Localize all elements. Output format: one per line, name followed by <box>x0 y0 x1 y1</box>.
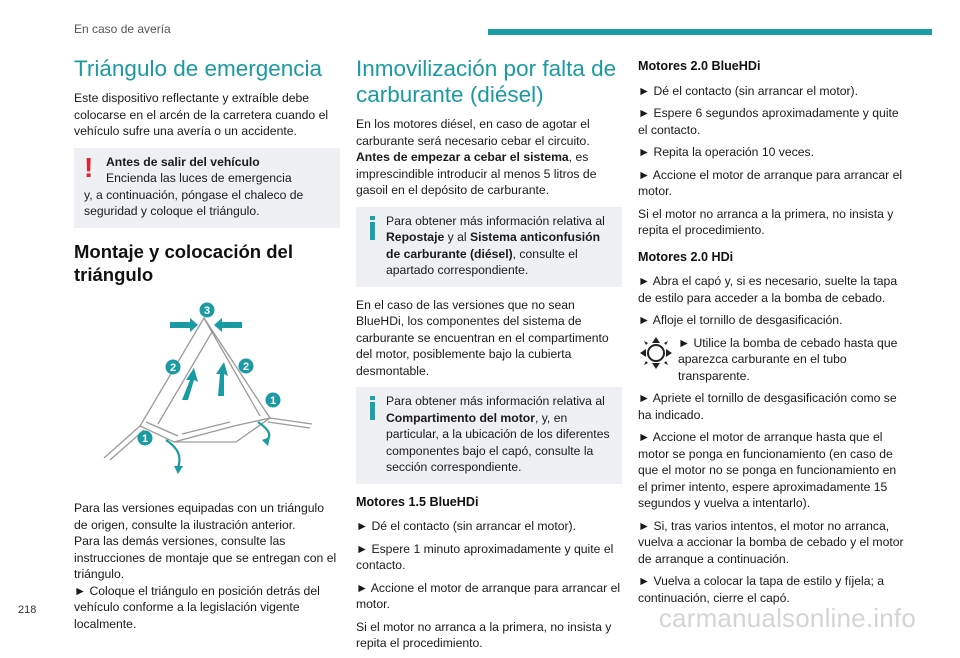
section-header: En caso de avería <box>74 22 171 36</box>
step: ► Accione el motor de arranque para arrancar el motor. <box>638 167 903 198</box>
intro-text: Este dispositivo reflectante y extraíble debe colocarse en el arcén de la carretera cuando el vehículo sufre una avería o un accidente. <box>74 91 329 138</box>
info-text-refuel: Para obtener más información relativa al Repostaje y al Sistema anticonfusión de carburante (diésel), consulte el apartado correspondiente. <box>386 213 605 277</box>
heading-20-hdi: Motores 2.0 HDi <box>638 249 734 264</box>
step: ► Espere 1 minuto aproximadamente y quite el contacto. <box>356 541 614 572</box>
heading-20-bluehdi: Motores 2.0 BlueHDi <box>638 59 761 73</box>
watermark: carmanualsonline.info <box>658 603 916 633</box>
step: ► Accione el motor de arranque para arrancar el motor. <box>356 580 621 611</box>
info-icon <box>366 213 380 243</box>
fuel-intro-bold: Antes de empezar a cebar el sistema <box>356 150 569 164</box>
fuel-intro-rest: , es imprescindible introducir al menos 5 litros de gasoil en el depósito de carburante. <box>356 150 597 197</box>
step: ► Dé el contacto (sin arrancar el motor). <box>356 519 577 533</box>
subtitle-assembly: Montaje y colocación del triángulo <box>74 240 293 285</box>
after-figure-1: Para las versiones equipadas con un triángulo de origen, consulte la ilustración anterior. <box>74 501 325 532</box>
fuel-intro-2 <box>356 149 622 199</box>
warning-box <box>74 148 340 228</box>
title-emergency-triangle: Triángulo de emergencia <box>74 56 323 81</box>
step: ► Abra el capó y, si es necesario, suelte la tapa de estilo para acceder a la bomba de cebado. <box>638 274 898 305</box>
step: ► Repita la operación 10 veces. <box>638 145 815 159</box>
fuel-intro: En los motores diésel, en caso de agotar el carburante será necesario cebar el circuito. <box>356 117 590 148</box>
badge-label-1-right: 1 <box>269 394 277 407</box>
warning-title: Antes de salir del vehículo <box>106 154 260 169</box>
step: Si el motor no arranca a la primera, no insista y repita el procedimiento. <box>638 206 894 237</box>
badge-label-2-right: 2 <box>242 360 250 373</box>
after-figure-3: ► Coloque el triángulo en posición detrás del vehículo conforme a la legislación vigente localmente. <box>74 583 320 631</box>
header-accent-bar <box>488 29 932 35</box>
versions-text: En el caso de las versiones que no sean BlueHDi, los componentes del sistema de carburante se encuentran en el compartimento del motor, posiblemente bajo la cubierta desmontable. <box>356 297 609 378</box>
badge-label-1-left: 1 <box>141 432 149 445</box>
step: Si el motor no arranca a la primera, no insista y repita el procedimiento. <box>356 619 612 650</box>
info-box-refuel <box>356 207 622 287</box>
step: ► Afloje el tornillo de desgasificación. <box>638 313 843 327</box>
heading-15-bluehdi: Motores 1.5 BlueHDi <box>356 494 479 509</box>
info-icon <box>366 393 380 423</box>
column-right <box>638 56 908 612</box>
step: ► Espere 6 segundos aproximadamente y quite el contacto. <box>638 106 899 137</box>
step: ► Apriete el tornillo de desgasificación como se ha indicado. <box>638 391 897 422</box>
warning-icon: ! <box>84 151 94 183</box>
triangle-assembly-diagram <box>74 300 340 486</box>
pump-step: ► Utilice la bomba de cebado hasta que aparezca carburante en el tubo transparente. <box>678 335 898 383</box>
step: ► Accione el motor de arranque hasta que el motor se ponga en funcionamiento (en caso de que el motor no se ponga en funcionamiento en el primer intento, espere aproximadamente 15 segundos y vuelva a intentarlo). <box>638 430 897 510</box>
after-figure-2: Para las demás versiones, consulte las instrucciones de montaje que se entregan con el triángulo. <box>74 534 337 581</box>
page-number: 218 <box>18 604 37 616</box>
info-box-engine <box>356 387 622 484</box>
badge-label-2-left: 2 <box>169 361 177 374</box>
step: ► Vuelva a colocar la tapa de estilo y fíjela; a continuación, cierre el capó. <box>638 574 885 605</box>
warning-text: Encienda las luces de emergencia <box>106 171 292 185</box>
info-text-engine: Para obtener más información relativa al Compartimento del motor, y, en particular, a la ubicación de los diferentes componentes bajo el capó, consulte la sección correspondiente. <box>386 394 610 474</box>
warning-text-continued: y, a continuación, póngase el chaleco de seguridad y coloque el triángulo. <box>84 187 304 218</box>
badge-label-3: 3 <box>203 304 211 317</box>
title-fuel-shortage: Inmovilización por falta de carburante (diésel) <box>356 56 617 107</box>
column-left <box>74 56 340 632</box>
priming-pump-icon <box>638 335 674 371</box>
step: ► Dé el contacto (sin arrancar el motor). <box>638 83 859 98</box>
step: ► Si, tras varios intentos, el motor no arranca, vuelva a accionar la bomba de cebado y el motor de arranque a continuación. <box>638 518 904 566</box>
column-middle <box>356 56 622 658</box>
